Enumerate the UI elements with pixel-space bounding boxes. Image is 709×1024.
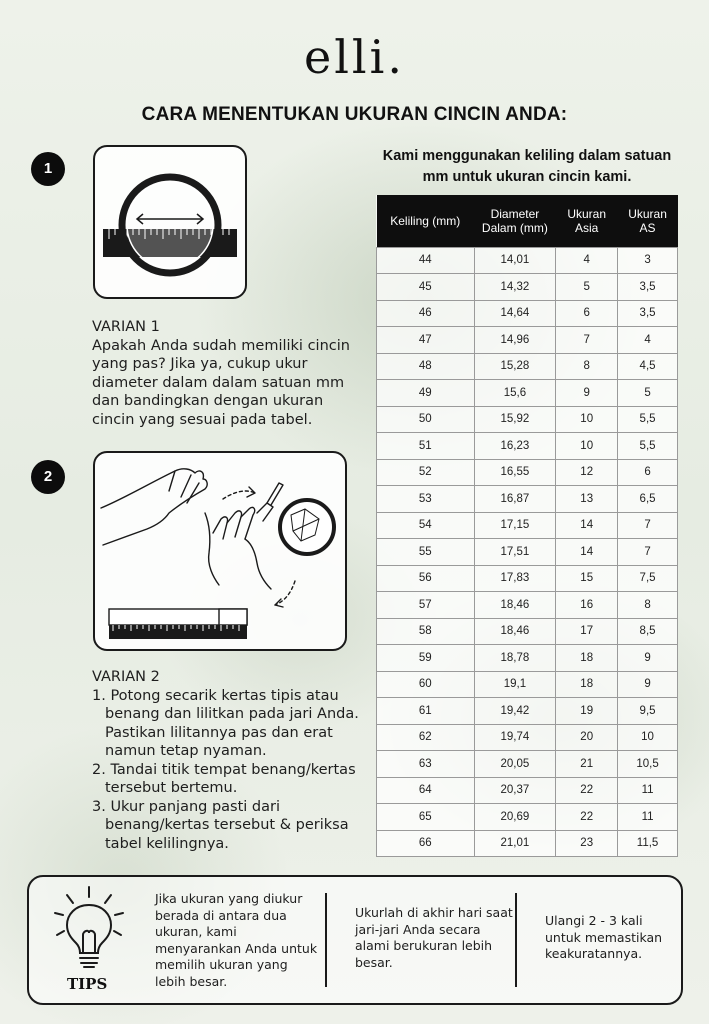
cell-keliling: 63 <box>377 751 475 778</box>
cell-diameter: 20,05 <box>474 751 556 778</box>
cell-ukuran-as: 6 <box>618 459 678 486</box>
table-body <box>377 247 678 857</box>
step-number-1: 1 <box>31 152 65 186</box>
cell-ukuran-as: 9 <box>618 645 678 672</box>
tips-box <box>27 875 683 1005</box>
brand-logo: elli. <box>304 30 405 84</box>
cell-ukuran-asia: 20 <box>556 724 618 751</box>
table-row <box>377 751 678 778</box>
cell-ukuran-asia: 18 <box>556 645 618 672</box>
cell-diameter: 15,28 <box>474 353 556 380</box>
table-row <box>377 592 678 619</box>
cell-diameter: 16,87 <box>474 486 556 513</box>
cell-ukuran-as: 4,5 <box>618 353 678 380</box>
table-row <box>377 380 678 407</box>
cell-ukuran-as: 10,5 <box>618 751 678 778</box>
cell-ukuran-as: 5 <box>618 380 678 407</box>
variant-1-heading: VARIAN 1 <box>92 319 160 335</box>
cell-ukuran-as: 3,5 <box>618 300 678 327</box>
cell-keliling: 47 <box>377 327 475 354</box>
cell-ukuran-asia: 7 <box>556 327 618 354</box>
table-row <box>377 274 678 301</box>
cell-ukuran-asia: 10 <box>556 406 618 433</box>
cell-ukuran-asia: 22 <box>556 804 618 831</box>
header-ukuran-asia: Ukuran Asia <box>556 195 618 247</box>
cell-ukuran-as: 7 <box>618 539 678 566</box>
cell-diameter: 20,37 <box>474 777 556 804</box>
table-row <box>377 618 678 645</box>
cell-ukuran-as: 8 <box>618 592 678 619</box>
header-ukuran-as: Ukuran AS <box>618 195 678 247</box>
cell-keliling: 45 <box>377 274 475 301</box>
ring-size-table <box>376 195 678 857</box>
cell-diameter: 19,74 <box>474 724 556 751</box>
lightbulb-icon <box>49 883 129 975</box>
cell-diameter: 14,32 <box>474 274 556 301</box>
cell-diameter: 16,55 <box>474 459 556 486</box>
cell-ukuran-asia: 10 <box>556 433 618 460</box>
cell-keliling: 54 <box>377 512 475 539</box>
cell-ukuran-asia: 21 <box>556 751 618 778</box>
table-row <box>377 327 678 354</box>
cell-ukuran-asia: 14 <box>556 539 618 566</box>
cell-diameter: 18,78 <box>474 645 556 672</box>
cell-ukuran-as: 11 <box>618 804 678 831</box>
cell-diameter: 18,46 <box>474 618 556 645</box>
cell-keliling: 62 <box>377 724 475 751</box>
cell-ukuran-asia: 18 <box>556 671 618 698</box>
variant-2-item: 3. Ukur panjang pasti dari benang/kertas tersebut & periksa tabel kelilingnya. <box>92 798 349 852</box>
cell-ukuran-asia: 9 <box>556 380 618 407</box>
cell-ukuran-asia: 17 <box>556 618 618 645</box>
cell-ukuran-asia: 14 <box>556 512 618 539</box>
cell-ukuran-asia: 6 <box>556 300 618 327</box>
cell-diameter: 21,01 <box>474 830 556 857</box>
table-row <box>377 804 678 831</box>
cell-diameter: 19,1 <box>474 671 556 698</box>
cell-ukuran-asia: 16 <box>556 592 618 619</box>
cell-keliling: 59 <box>377 645 475 672</box>
cell-diameter: 16,23 <box>474 433 556 460</box>
cell-ukuran-asia: 23 <box>556 830 618 857</box>
cell-diameter: 18,46 <box>474 592 556 619</box>
variant-2-block <box>92 668 364 853</box>
table-row <box>377 565 678 592</box>
table-row <box>377 433 678 460</box>
table-caption: Kami menggunakan keliling dalam satuan mm untuk ukuran cincin kami. <box>382 148 672 185</box>
table-row <box>377 698 678 725</box>
table-header-row <box>377 195 678 247</box>
cell-ukuran-as: 11,5 <box>618 830 678 857</box>
ring-ruler-illustration <box>93 145 247 299</box>
tip-3: Ulangi 2 - 3 kali untuk memastikan keakuratannya. <box>545 913 663 961</box>
table-row <box>377 406 678 433</box>
cell-keliling: 52 <box>377 459 475 486</box>
cell-ukuran-asia: 4 <box>556 247 618 274</box>
cell-keliling: 56 <box>377 565 475 592</box>
table-row <box>377 459 678 486</box>
page-title: CARA MENENTUKAN UKURAN CINCIN ANDA: <box>141 104 568 125</box>
header-keliling: Keliling (mm) <box>377 195 475 247</box>
table-row <box>377 671 678 698</box>
cell-ukuran-as: 9,5 <box>618 698 678 725</box>
cell-diameter: 15,92 <box>474 406 556 433</box>
table-row <box>377 645 678 672</box>
cell-keliling: 61 <box>377 698 475 725</box>
cell-diameter: 19,42 <box>474 698 556 725</box>
cell-ukuran-asia: 12 <box>556 459 618 486</box>
cell-ukuran-as: 4 <box>618 327 678 354</box>
cell-keliling: 53 <box>377 486 475 513</box>
cell-ukuran-asia: 19 <box>556 698 618 725</box>
cell-diameter: 17,51 <box>474 539 556 566</box>
cell-diameter: 20,69 <box>474 804 556 831</box>
hands-measuring-icon <box>95 453 345 649</box>
table-row <box>377 247 678 274</box>
tip-2: Ukurlah di akhir hari saat jari-jari Anda secara alami berukuran lebih besar. <box>355 905 513 970</box>
cell-keliling: 55 <box>377 539 475 566</box>
cell-ukuran-as: 10 <box>618 724 678 751</box>
cell-ukuran-as: 5,5 <box>618 433 678 460</box>
cell-ukuran-as: 6,5 <box>618 486 678 513</box>
cell-ukuran-asia: 8 <box>556 353 618 380</box>
tip-divider-1 <box>325 893 327 987</box>
cell-diameter: 17,15 <box>474 512 556 539</box>
ring-on-ruler-icon <box>95 147 245 297</box>
cell-diameter: 14,01 <box>474 247 556 274</box>
cell-keliling: 66 <box>377 830 475 857</box>
cell-ukuran-as: 3 <box>618 247 678 274</box>
cell-diameter: 14,96 <box>474 327 556 354</box>
variant-1-text: Apakah Anda sudah memiliki cincin yang pas? Jika ya, cukup ukur diameter dalam dalam satuan mm dan bandingkan dengan ukuran cincin yang sesuai pada tabel. <box>92 337 350 428</box>
table-row <box>377 512 678 539</box>
table-row <box>377 539 678 566</box>
cell-ukuran-as: 8,5 <box>618 618 678 645</box>
table-row <box>377 300 678 327</box>
tip-divider-2 <box>515 893 517 987</box>
cell-keliling: 48 <box>377 353 475 380</box>
cell-keliling: 44 <box>377 247 475 274</box>
table-row <box>377 486 678 513</box>
cell-ukuran-as: 9 <box>618 671 678 698</box>
cell-keliling: 46 <box>377 300 475 327</box>
cell-ukuran-as: 11 <box>618 777 678 804</box>
cell-ukuran-as: 7 <box>618 512 678 539</box>
cell-diameter: 14,64 <box>474 300 556 327</box>
cell-keliling: 65 <box>377 804 475 831</box>
table-row <box>377 353 678 380</box>
cell-diameter: 17,83 <box>474 565 556 592</box>
variant-2-item: 1. Potong secarik kertas tipis atau benang dan lilitkan pada jari Anda. Pastikan lilitannya pas dan erat namun tetap nyaman. <box>92 687 359 759</box>
cell-keliling: 49 <box>377 380 475 407</box>
tip-1: Jika ukuran yang diukur berada di antara dua ukuran, kami menyarankan Anda untuk memilih ukuran yang lebih besar. <box>155 891 318 989</box>
cell-ukuran-asia: 15 <box>556 565 618 592</box>
table-row <box>377 724 678 751</box>
cell-keliling: 51 <box>377 433 475 460</box>
cell-keliling: 50 <box>377 406 475 433</box>
cell-ukuran-as: 3,5 <box>618 274 678 301</box>
header-diameter: Diameter Dalam (mm) <box>474 195 556 247</box>
cell-keliling: 64 <box>377 777 475 804</box>
cell-keliling: 57 <box>377 592 475 619</box>
table-row <box>377 830 678 857</box>
cell-ukuran-asia: 5 <box>556 274 618 301</box>
variant-1-block <box>92 318 364 429</box>
step-number-2: 2 <box>31 460 65 494</box>
cell-ukuran-asia: 13 <box>556 486 618 513</box>
hands-measuring-illustration <box>93 451 347 651</box>
variant-2-heading: VARIAN 2 <box>92 669 160 685</box>
cell-ukuran-asia: 22 <box>556 777 618 804</box>
cell-keliling: 58 <box>377 618 475 645</box>
table-row <box>377 777 678 804</box>
cell-diameter: 15,6 <box>474 380 556 407</box>
tips-label: TIPS <box>67 975 108 993</box>
cell-ukuran-as: 5,5 <box>618 406 678 433</box>
cell-keliling: 60 <box>377 671 475 698</box>
variant-2-item: 2. Tandai titik tempat benang/kertas tersebut bertemu. <box>92 761 356 796</box>
cell-ukuran-as: 7,5 <box>618 565 678 592</box>
variant-2-list <box>92 687 364 854</box>
